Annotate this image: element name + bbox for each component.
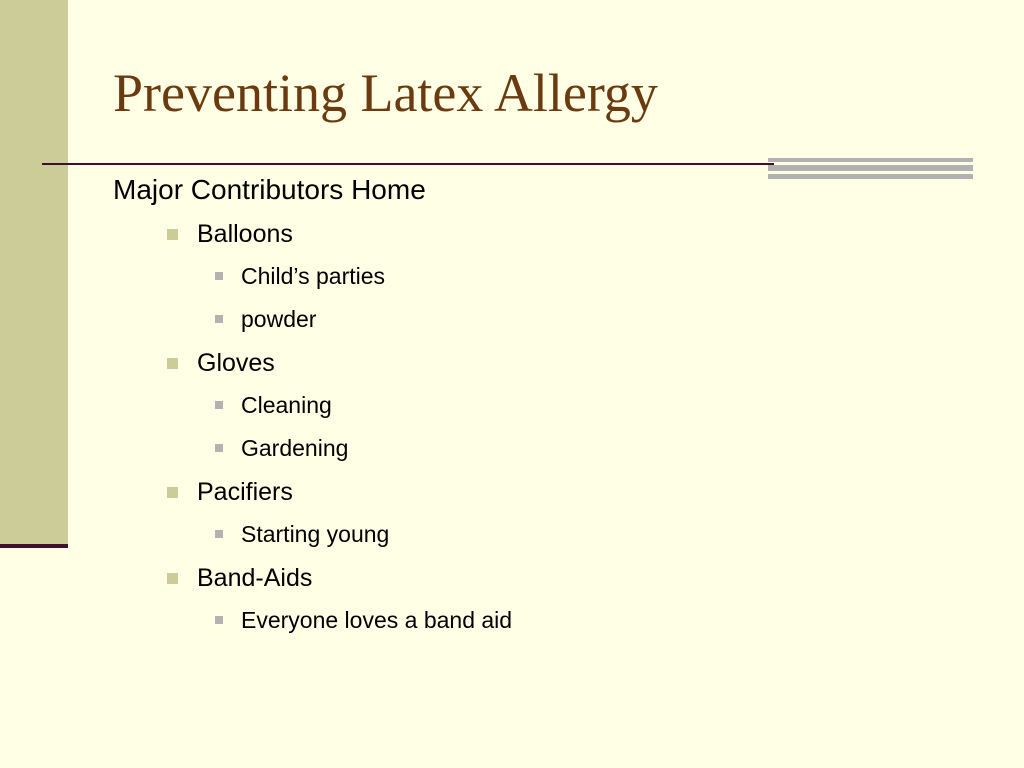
- sub-bullet-list: [113, 262, 993, 333]
- small-square-bullet-icon: [215, 272, 223, 280]
- sub-bullet-label: Gardening: [241, 435, 349, 461]
- small-square-bullet-icon: [215, 401, 223, 409]
- accent-bar: [768, 158, 973, 162]
- sub-bullet-label: Everyone loves a band aid: [241, 607, 513, 633]
- sub-bullet-list: [113, 606, 993, 634]
- sub-bullet-label: Child’s parties: [241, 263, 386, 289]
- small-square-bullet-icon: [215, 444, 223, 452]
- small-square-bullet-icon: [215, 616, 223, 624]
- sub-bullet-item: [113, 520, 993, 548]
- bullet-row: [113, 563, 993, 593]
- square-bullet-icon: [167, 487, 178, 498]
- square-bullet-icon: [167, 358, 178, 369]
- bullet-row: [113, 348, 993, 378]
- bullet-item-pacifiers: [113, 477, 993, 548]
- sub-bullet-item: [113, 606, 993, 634]
- bullet-row: [113, 219, 993, 249]
- square-bullet-icon: [167, 573, 178, 584]
- sub-bullet-item: [113, 305, 993, 333]
- bullet-item-band-aids: [113, 563, 993, 634]
- sub-bullet-label: Cleaning: [241, 392, 332, 418]
- side-band: [0, 0, 68, 547]
- title-rule: [42, 163, 774, 165]
- sub-bullet-label: Starting young: [241, 521, 390, 547]
- sub-bullet-list: [113, 391, 993, 462]
- accent-bar: [768, 165, 973, 171]
- bullet-label: Gloves: [197, 349, 275, 377]
- bullet-row: [113, 477, 993, 507]
- bullet-item-gloves: [113, 348, 993, 462]
- side-rule: [0, 544, 68, 548]
- sub-bullet-label: powder: [241, 306, 317, 332]
- sub-bullet-item: [113, 262, 993, 290]
- bullet-label: Balloons: [197, 220, 293, 248]
- sub-bullet-item: [113, 434, 993, 462]
- small-square-bullet-icon: [215, 530, 223, 538]
- bullet-label: Band-Aids: [197, 564, 313, 592]
- bullet-item-balloons: [113, 219, 993, 333]
- bullet-label: Pacifiers: [197, 478, 293, 506]
- section-heading: Major Contributors Home: [113, 174, 426, 205]
- sub-bullet-list: [113, 520, 993, 548]
- small-square-bullet-icon: [215, 315, 223, 323]
- slide-title: Preventing Latex Allergy: [113, 63, 658, 123]
- sub-bullet-item: [113, 391, 993, 419]
- slide-body: [113, 173, 993, 634]
- bullet-list: [113, 219, 993, 634]
- square-bullet-icon: [167, 229, 178, 240]
